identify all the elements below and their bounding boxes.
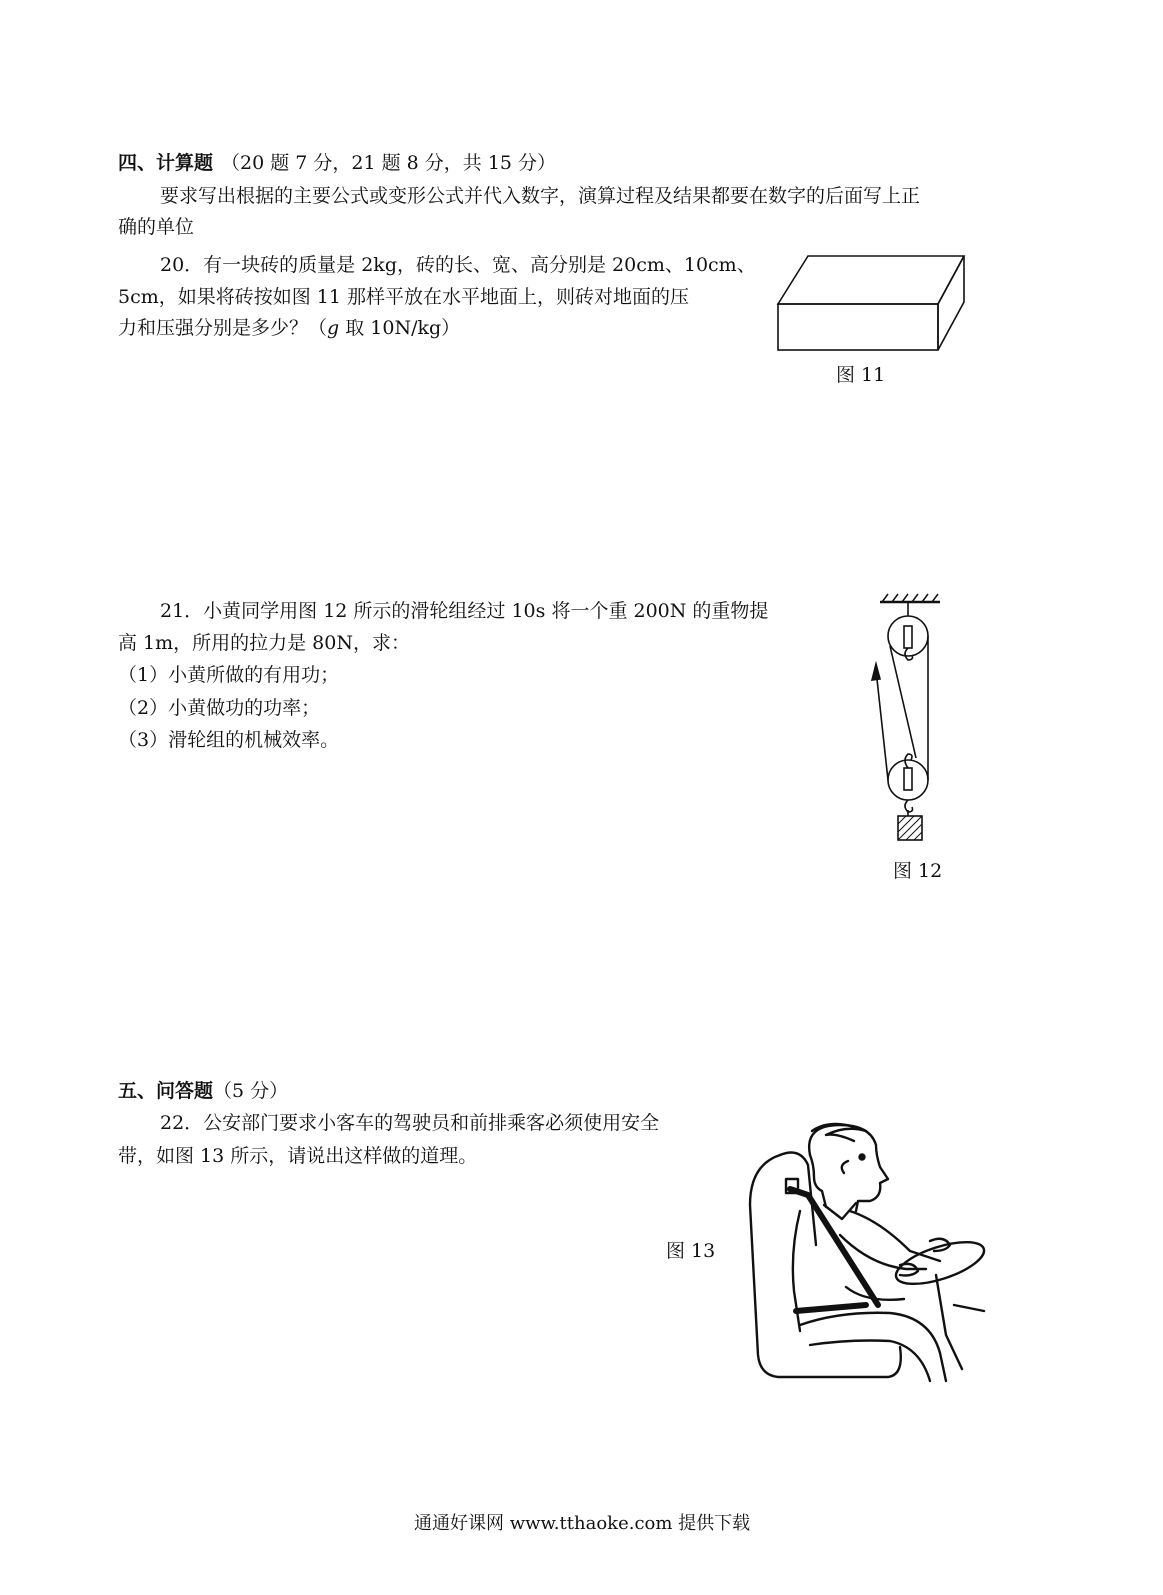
section4-instruction-line2: 确的单位 [118, 216, 195, 238]
weight-hatch [898, 816, 922, 840]
pull-arrow-head [872, 664, 880, 680]
q20-line1: 20．有一块砖的质量是 2kg，砖的长、宽、高分别是 20cm、10cm、 [160, 254, 756, 276]
driver-leg-upper [800, 1313, 946, 1381]
q20-line3 [118, 319, 460, 338]
q21-sub1: （1）小黄所做的有用功； [118, 664, 340, 686]
driver-shirt-fold [846, 1287, 904, 1300]
driver-seatbelt-figure [740, 1115, 1000, 1385]
brick-figure [770, 248, 970, 358]
pulley-figure [860, 590, 960, 850]
section4-heading [118, 154, 556, 173]
brick-top-face [778, 256, 964, 304]
page-footer: 通通好课网 www.tthaoke.com 提供下载 [414, 1513, 751, 1534]
fixed-pulley-axle [904, 626, 912, 648]
q22-line2: 带，如图 13 所示，请说出这样做的道理。 [118, 1145, 478, 1167]
fixed-pulley [888, 616, 928, 656]
fixed-pulley-hook [905, 648, 913, 660]
q21-line1: 21．小黄同学用图 12 所示的滑轮组经过 10s 将一个重 200N 的重物提 [160, 600, 769, 622]
movable-pulley [888, 760, 928, 800]
driver-eye [860, 1155, 865, 1160]
figure11-caption: 图 11 [836, 364, 886, 386]
q20-g-symbol: g [327, 317, 340, 339]
driver-ear [842, 1161, 848, 1173]
dashboard-lever [954, 1305, 984, 1311]
brick-side-face [938, 256, 964, 350]
section5-points: （5 分） [213, 1080, 289, 1102]
seat-belt-lap [796, 1305, 866, 1311]
figure12-caption: 图 12 [893, 860, 943, 882]
q20-line3-before: 力和压强分别是多少？（ [118, 317, 328, 339]
section5-title: 五、问答题 [118, 1080, 214, 1102]
q20-line2: 5cm，如果将砖按如图 11 那样平放在水平地面上，则砖对地面的压 [118, 286, 690, 308]
section5-heading [118, 1082, 288, 1101]
q21-sub3: （3）滑轮组的机械效率。 [118, 729, 340, 751]
section4-points: （20 题 7 分，21 题 8 分，共 15 分） [221, 152, 557, 174]
driver-leg-lower [810, 1341, 930, 1382]
q22-line1: 22．公安部门要求小客车的驾驶员和前排乘客必须使用安全 [160, 1112, 660, 1134]
q21-line2: 高 1m，所用的拉力是 80N，求： [118, 632, 410, 654]
movable-pulley-axle [904, 768, 912, 790]
section4-instruction-line1: 要求写出根据的主要公式或变形公式并代入数字，演算过程及结果都要在数字的后面写上正 [160, 185, 921, 207]
brick-front-face [778, 304, 938, 350]
seat-belt-shoulder [790, 1189, 878, 1305]
q20-line3-after: 取 10N/kg） [339, 317, 461, 339]
rope-middle [890, 646, 916, 758]
figure13-caption: 图 13 [666, 1240, 716, 1262]
section4-title: 四、计算题 [118, 152, 214, 174]
q21-sub2: （2）小黄做功的功率； [118, 697, 321, 719]
rope-pull [876, 670, 888, 780]
